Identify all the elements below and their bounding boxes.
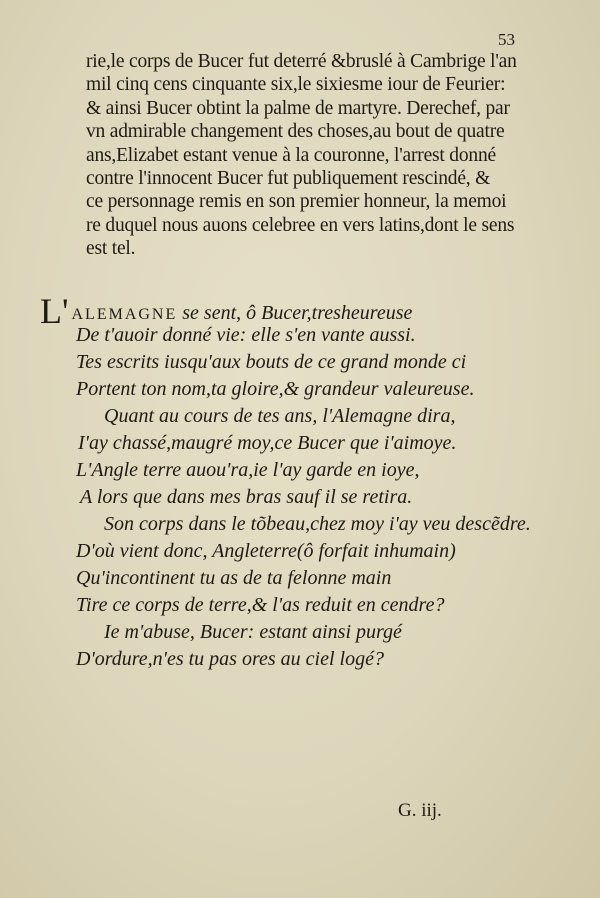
prose-line: contre l'innocent Bucer fut publiquement rescindé, & <box>86 168 491 190</box>
verse-line: D'où vient donc, Angleterre(ô forfait inhumain) <box>76 540 456 562</box>
verse-line: Portent ton nom,ta gloire,& grandeur valeureuse. <box>76 378 475 400</box>
prose-paragraph <box>86 50 526 261</box>
prose-line: re duquel nous auons celebree en vers latins,dont le sens <box>86 214 515 236</box>
verse-line: L'Angle terre auou'ra,ie l'ay garde en ioye, <box>76 459 420 481</box>
page-number: 53 <box>498 30 515 49</box>
verse-line: A lors que dans mes bras sauf il se retira. <box>80 486 413 508</box>
verse-line: Tire ce corps de terre,& l'as reduit en cendre? <box>76 594 445 616</box>
prose-line: vn admirable changement des choses,au bout de quatre <box>86 121 505 143</box>
drop-capital: L' <box>40 291 69 331</box>
prose-line: est tel. <box>86 238 136 260</box>
prose-line: rie,le corps de Bucer fut deterré &bruslé à Cambrige l'an <box>86 51 517 72</box>
signature-mark: G. iij. <box>398 800 442 821</box>
verse-smallcaps: ALEMAGNE <box>71 306 178 323</box>
prose-line: mil cinq cens cinquante six,le sixiesme iour de Feurier: <box>86 74 506 96</box>
verse-line: De t'auoir donné vie: elle s'en vante aussi. <box>76 324 416 346</box>
verse-line: Ie m'abuse, Bucer: estant ainsi purgé <box>104 621 402 643</box>
prose-line: ce personnage remis en son premier honneur, la memoi <box>86 191 507 213</box>
verse-line: Quant au cours de tes ans, l'Alemagne dira, <box>104 405 456 427</box>
prose-line: & ainsi Bucer obtint la palme de martyre. Derechef, par <box>86 97 510 119</box>
verse-line: D'ordure,n'es tu pas ores au ciel logé? <box>76 648 384 670</box>
verse-line: Son corps dans le tõbeau,chez moy i'ay veu descẽdre. <box>104 513 531 535</box>
prose-line: ans,Elizabet estant venue à la couronne, l'arrest donné <box>86 144 496 166</box>
verse-line: Tes escrits iusqu'aux bouts de ce grand monde ci <box>76 351 467 373</box>
verse-first-rest: se sent, ô Bucer,tresheureuse <box>177 302 413 324</box>
verse-line: Qu'incontinent tu as de ta felonne main <box>76 567 392 589</box>
verse-line: I'ay chassé,maugré moy,ce Bucer que i'aimoye. <box>78 432 457 454</box>
